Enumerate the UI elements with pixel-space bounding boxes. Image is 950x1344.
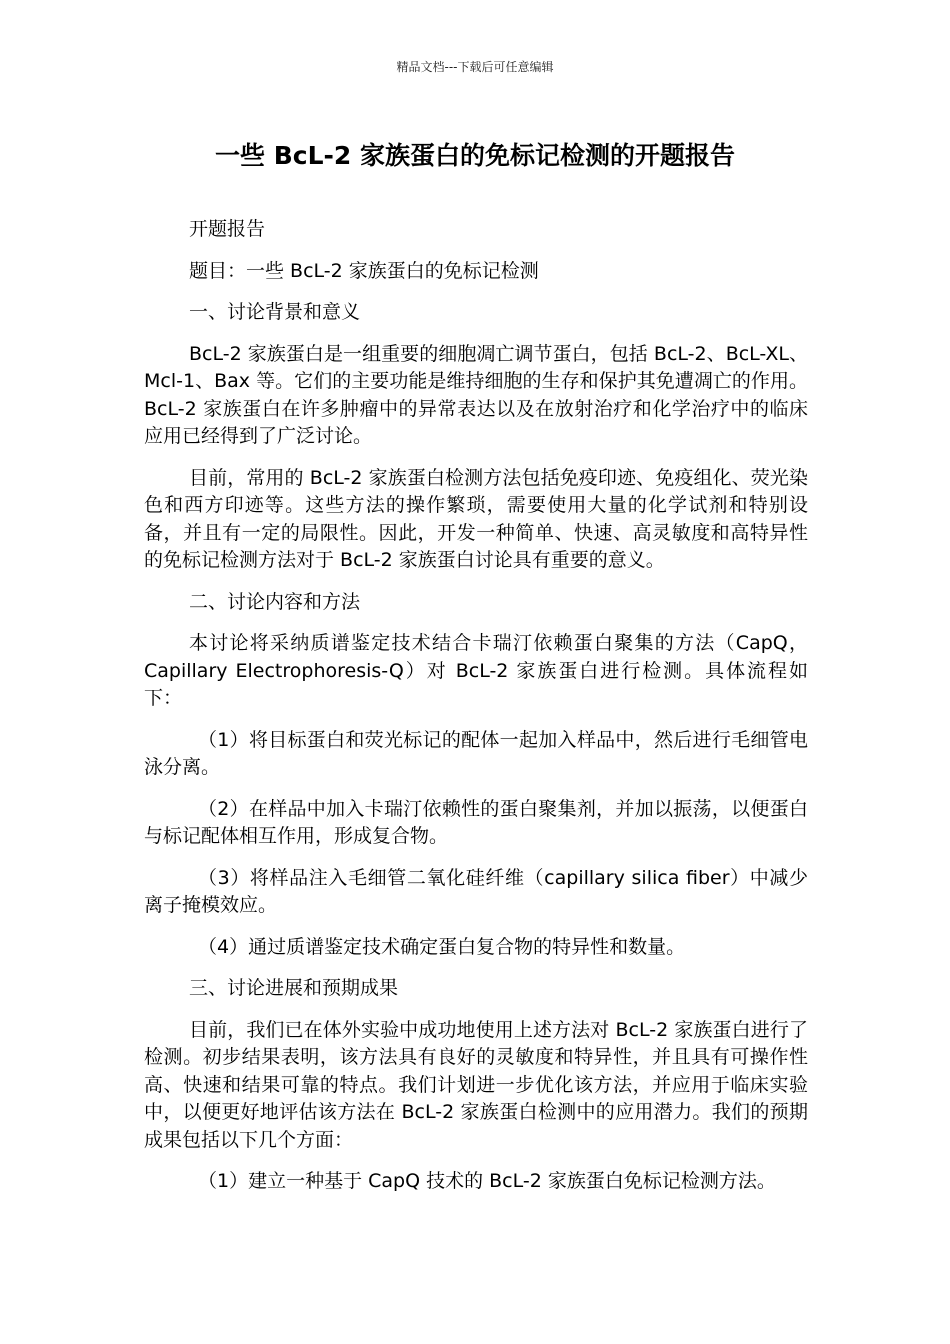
header-note: 精品文档---下载后可任意编辑 (396, 60, 554, 74)
paragraph-background-2: 目前，常用的 BcL-2 家族蛋白检测方法包括免疫印迹、免疫组化、荧光染色和西方印迹等。这些方法的操作繁琐，需要使用大量的化学试剂和特别设备，并且有一定的局限性。因此，开发一种简单、快速、高灵敏度和高特异性的免标记检测方法对于 BcL-2 家族蛋白讨论具有重要的意义。 (144, 466, 808, 571)
step-1: （1）将目标蛋白和荧光标记的配体一起加入样品中，然后进行毛细管电泳分离。 (144, 728, 808, 778)
step-4: （4）通过质谱鉴定技术确定蛋白复合物的特异性和数量。 (198, 935, 686, 958)
document-body (144, 216, 808, 1210)
outcome-1: （1）建立一种基于 CapQ 技术的 BcL-2 家族蛋白免标记检测方法。 (198, 1170, 776, 1192)
step-3: （3）将样品注入毛细管二氧化硅纤维（capillary silica fiber）中减少离子掩模效应。 (144, 866, 808, 916)
step-2: （2）在样品中加入卡瑞汀依赖性的蛋白聚集剂，并加以振荡，以便蛋白与标记配体相互作用，形成复合物。 (144, 797, 808, 847)
report-label: 开题报告 (189, 218, 266, 240)
paragraph-method: 本讨论将采纳质谱鉴定技术结合卡瑞汀依赖蛋白聚集的方法（CapQ，Capillary Electrophoresis-Q）对 BcL-2 家族蛋白进行检测。具体流程如下： (144, 632, 808, 709)
section-heading-1: 一、讨论背景和意义 (189, 301, 361, 323)
section-heading-2: 二、讨论内容和方法 (189, 590, 361, 613)
paragraph-background-1: BcL-2 家族蛋白是一组重要的细胞凋亡调节蛋白，包括 BcL-2、BcL-XL、Mcl-1、Bax 等。它们的主要功能是维持细胞的生存和保护其免遭凋亡的作用。BcL-2 家族蛋白在许多肿瘤中的异常表达以及在放射治疗和化学治疗中的临床应用已经得到了广泛讨论。 (144, 342, 808, 447)
document-title: 一些 BcL-2 家族蛋白的免标记检测的开题报告 (215, 141, 735, 170)
topic-line: 题目：一些 BcL-2 家族蛋白的免标记检测 (189, 259, 539, 282)
section-heading-3: 三、讨论进展和预期成果 (189, 977, 399, 999)
paragraph-progress: 目前，我们已在体外实验中成功地使用上述方法对 BcL-2 家族蛋白进行了检测。初步结果表明，该方法具有良好的灵敏度和特异性，并且具有可操作性高、快速和结果可靠的特点。我们计划进一步优化该方法，并应用于临床实验中，以便更好地评估该方法在 BcL-2 家族蛋白检测中的应用潜力。我们的预期成果包括以下几个方面： (144, 1018, 808, 1151)
